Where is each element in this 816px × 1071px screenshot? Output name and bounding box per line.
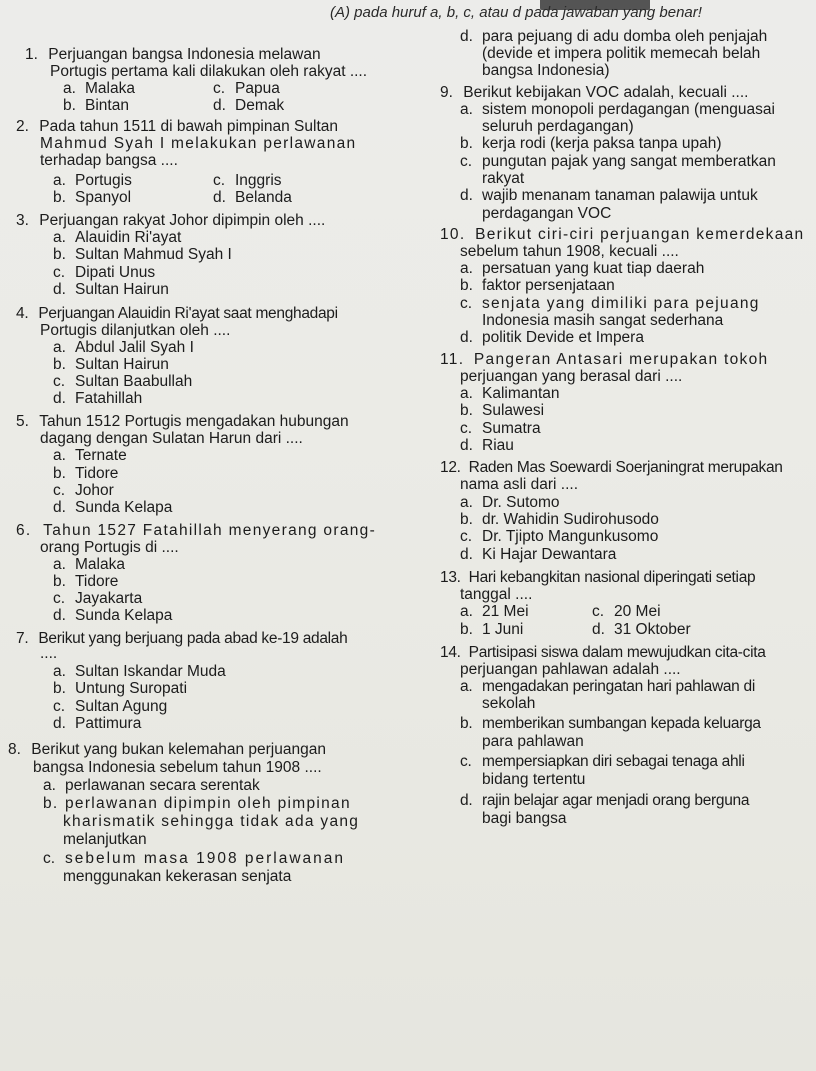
question-text: .... bbox=[40, 645, 58, 662]
question-text: Berikut ciri-ciri perjuangan kemerdekaan bbox=[475, 226, 805, 243]
option-key: c. bbox=[592, 603, 605, 620]
option-3a[interactable] bbox=[53, 229, 181, 246]
option-12a[interactable] bbox=[460, 494, 560, 511]
option-key: a. bbox=[43, 777, 56, 794]
option-key: d. bbox=[53, 281, 66, 298]
option-text: 20 Mei bbox=[614, 603, 661, 620]
question-12 bbox=[440, 459, 783, 476]
question-text bbox=[31, 741, 326, 758]
option-text: 31 Oktober bbox=[614, 621, 691, 638]
option-text: sekolah bbox=[482, 695, 536, 712]
option-key: a. bbox=[53, 339, 66, 356]
question-number: 12. bbox=[440, 459, 461, 476]
question-text: nama asli dari .... bbox=[460, 476, 579, 493]
question-text-content: Berikut yang bukan kelemahan perjuangan bbox=[31, 741, 326, 758]
option-3b[interactable] bbox=[53, 246, 232, 263]
option-key: b. bbox=[53, 246, 66, 263]
question-text: Portugis dilanjutkan oleh .... bbox=[40, 322, 231, 339]
option-text: Sultan Hairun bbox=[75, 356, 169, 373]
option-1b[interactable] bbox=[63, 97, 129, 114]
option-key: b. bbox=[53, 680, 66, 697]
option-8a[interactable] bbox=[43, 777, 260, 794]
question-text-content: Berikut kebijakan VOC adalah, kecuali .... bbox=[463, 84, 749, 101]
header-instruction: (A) pada huruf a, b, c, atau d pada jawaban yang benar! bbox=[330, 4, 702, 21]
option-4a[interactable] bbox=[53, 339, 194, 356]
option-text: Sumatra bbox=[482, 420, 541, 437]
option-5b[interactable] bbox=[53, 465, 118, 482]
option-text: Sultan Hairun bbox=[75, 281, 169, 298]
question-text: Perjuangan Alauidin Ri'ayat saat menghadapi bbox=[38, 305, 338, 322]
question-3 bbox=[16, 212, 325, 229]
option-key: d. bbox=[53, 499, 66, 516]
option-text: dr. Wahidin Sudirohusodo bbox=[482, 511, 659, 528]
option-14d[interactable] bbox=[460, 792, 749, 809]
option-text: Indonesia masih sangat sederhana bbox=[482, 312, 724, 329]
option-text: faktor persenjataan bbox=[482, 277, 615, 294]
question-text: sebelum tahun 1908, kecuali .... bbox=[460, 243, 679, 260]
question-text: Pangeran Antasari merupakan tokoh bbox=[473, 351, 769, 368]
option-text: perlawanan secara serentak bbox=[65, 777, 260, 794]
option-10b[interactable] bbox=[460, 277, 615, 294]
option-text: mempersiapkan diri sebagai tenaga ahli bbox=[482, 753, 745, 770]
option-2a[interactable] bbox=[53, 172, 132, 189]
option-key: c. bbox=[460, 420, 473, 437]
option-text: para pahlawan bbox=[482, 733, 584, 750]
option-text: Pattimura bbox=[75, 715, 142, 732]
option-11b[interactable] bbox=[460, 402, 544, 419]
worksheet-header bbox=[280, 0, 816, 30]
option-9b[interactable] bbox=[460, 135, 722, 152]
option-key: b. bbox=[460, 715, 473, 732]
question-text: Hari kebangkitan nasional diperingati setiap bbox=[468, 569, 756, 586]
question-6 bbox=[16, 522, 376, 539]
option-text: Inggris bbox=[235, 172, 282, 189]
option-text: persatuan yang kuat tiap daerah bbox=[482, 260, 705, 277]
option-2d[interactable] bbox=[213, 189, 292, 206]
option-key: a. bbox=[53, 229, 66, 246]
option-text: Johor bbox=[75, 482, 114, 499]
option-key: d. bbox=[53, 715, 66, 732]
option-key: b. bbox=[460, 277, 473, 294]
option-text: Bintan bbox=[85, 97, 129, 114]
question-text: Raden Mas Soewardi Soerjaningrat merupakan bbox=[468, 459, 783, 476]
question-text: perjuangan pahlawan adalah .... bbox=[460, 661, 681, 678]
option-9c[interactable] bbox=[460, 153, 776, 170]
option-9a[interactable] bbox=[460, 101, 775, 118]
option-key: b. bbox=[43, 795, 59, 812]
option-text: menggunakan kekerasan senjata bbox=[63, 868, 292, 885]
option-key: d. bbox=[460, 546, 473, 563]
option-key: c. bbox=[53, 482, 66, 499]
option-text: Dr. Tjipto Mangunkusomo bbox=[482, 528, 659, 545]
question-11 bbox=[440, 351, 768, 368]
option-key: c. bbox=[460, 753, 472, 770]
option-key: c. bbox=[213, 172, 226, 189]
option-8d[interactable] bbox=[460, 28, 767, 45]
option-text: bagi bangsa bbox=[482, 810, 567, 827]
option-key: c. bbox=[43, 850, 56, 867]
option-6d[interactable] bbox=[53, 607, 172, 624]
option-key: c. bbox=[53, 373, 66, 390]
option-2c[interactable] bbox=[213, 172, 282, 189]
option-text: Spanyol bbox=[75, 189, 132, 206]
question-number: 8. bbox=[8, 741, 21, 758]
option-key: c. bbox=[460, 295, 473, 312]
option-text: Sultan Iskandar Muda bbox=[75, 663, 226, 680]
question-text: Mahmud Syah I melakukan perlawanan bbox=[40, 135, 357, 152]
option-8b[interactable] bbox=[43, 795, 351, 812]
option-text: seluruh perdagangan) bbox=[482, 118, 634, 135]
option-key: b. bbox=[460, 621, 473, 638]
option-text: Papua bbox=[235, 80, 280, 97]
option-text: para pejuang di adu domba oleh penjajah bbox=[482, 28, 768, 45]
option-text: senjata yang dimiliki para pejuang bbox=[482, 295, 760, 312]
question-text bbox=[463, 84, 748, 101]
question-number: 9. bbox=[440, 84, 453, 101]
option-key: a. bbox=[460, 385, 473, 402]
question-number: 3. bbox=[16, 212, 29, 229]
option-text: Abdul Jalil Syah I bbox=[75, 339, 194, 356]
option-11d[interactable] bbox=[460, 437, 514, 454]
option-text: bidang tertentu bbox=[482, 771, 586, 788]
option-13a[interactable] bbox=[460, 603, 529, 620]
option-text: 1 Juni bbox=[482, 621, 524, 638]
option-key: c. bbox=[53, 698, 66, 715]
option-14a[interactable] bbox=[460, 678, 755, 695]
question-number: 14. bbox=[440, 644, 461, 661]
option-key: c. bbox=[460, 153, 473, 170]
option-text: Belanda bbox=[235, 189, 292, 206]
question-text: Perjuangan rakyat Johor dipimpin oleh .... bbox=[39, 212, 326, 229]
option-key: d. bbox=[460, 437, 473, 454]
option-text: Untung Suropati bbox=[75, 680, 188, 697]
option-key: a. bbox=[53, 172, 66, 189]
option-key: a. bbox=[53, 663, 66, 680]
option-12c[interactable] bbox=[460, 528, 658, 545]
option-text: Sunda Kelapa bbox=[75, 607, 173, 624]
option-text: perlawanan dipimpin oleh pimpinan bbox=[65, 795, 351, 812]
question-13 bbox=[440, 569, 755, 586]
question-text: Tahun 1527 Fatahillah menyerang orang- bbox=[43, 522, 377, 539]
option-key: a. bbox=[53, 447, 66, 464]
question-14 bbox=[440, 644, 766, 661]
option-key: d. bbox=[53, 390, 66, 407]
option-text: sistem monopoli perdagangan (menguasai bbox=[482, 101, 775, 118]
option-12d[interactable] bbox=[460, 546, 616, 563]
option-text: wajib menanam tanaman palawija untuk bbox=[482, 187, 758, 204]
option-key: b. bbox=[53, 573, 66, 590]
option-text: melanjutkan bbox=[63, 831, 147, 848]
question-number: 11. bbox=[440, 351, 465, 368]
option-3d[interactable] bbox=[53, 281, 169, 298]
option-11a[interactable] bbox=[460, 385, 560, 402]
option-text: Sultan Mahmud Syah I bbox=[75, 246, 232, 263]
option-key: b. bbox=[53, 189, 66, 206]
option-13c[interactable] bbox=[592, 603, 661, 620]
option-7b[interactable] bbox=[53, 680, 187, 697]
question-text: Tahun 1512 Portugis mengadakan hubungan bbox=[39, 413, 349, 430]
option-key: c. bbox=[460, 528, 473, 545]
option-text: Jayakarta bbox=[75, 590, 143, 607]
question-number: 6. bbox=[16, 522, 32, 539]
option-key: a. bbox=[460, 260, 473, 277]
option-key: c. bbox=[53, 590, 66, 607]
option-text: Dr. Sutomo bbox=[482, 494, 560, 511]
option-key: d. bbox=[53, 607, 66, 624]
option-text: sebelum masa 1908 perlawanan bbox=[65, 850, 346, 867]
option-text: Sulawesi bbox=[482, 402, 545, 419]
option-10c[interactable] bbox=[460, 295, 760, 312]
question-10 bbox=[440, 226, 804, 243]
question-text: bangsa Indonesia sebelum tahun 1908 .... bbox=[33, 759, 322, 776]
question-text: terhadap bangsa .... bbox=[40, 152, 178, 169]
option-9d[interactable] bbox=[460, 187, 758, 204]
option-text: memberikan sumbangan kepada keluarga bbox=[482, 715, 761, 732]
option-4b[interactable] bbox=[53, 356, 169, 373]
option-key: b. bbox=[460, 511, 473, 528]
question-number: 5. bbox=[16, 413, 29, 430]
option-10d[interactable] bbox=[460, 329, 644, 346]
option-3c[interactable] bbox=[53, 264, 155, 281]
option-text: mengadakan peringatan hari pahlawan di bbox=[482, 678, 755, 695]
option-text: kerja rodi (kerja paksa tanpa upah) bbox=[482, 135, 722, 152]
option-text: Fatahillah bbox=[75, 390, 143, 407]
option-2b[interactable] bbox=[53, 189, 131, 206]
option-key: a. bbox=[460, 678, 473, 695]
option-11c[interactable] bbox=[460, 420, 541, 437]
option-text: Ternate bbox=[75, 447, 127, 464]
option-text: rakyat bbox=[482, 170, 525, 187]
option-key: a. bbox=[53, 556, 66, 573]
option-text: Portugis bbox=[75, 172, 132, 189]
option-text: Tidore bbox=[75, 465, 119, 482]
question-text: orang Portugis di .... bbox=[40, 539, 179, 556]
option-14b[interactable] bbox=[460, 715, 761, 732]
question-text: Pada tahun 1511 di bawah pimpinan Sultan bbox=[39, 118, 338, 135]
question-text: dagang dengan Sulatan Harun dari .... bbox=[40, 430, 303, 447]
option-key: d. bbox=[460, 28, 473, 45]
question-text: perjuangan yang berasal dari .... bbox=[460, 368, 683, 385]
question-number: 7. bbox=[16, 630, 29, 647]
option-7c[interactable] bbox=[53, 698, 167, 715]
option-5c[interactable] bbox=[53, 482, 114, 499]
option-4c[interactable] bbox=[53, 373, 192, 390]
question-number: 13. bbox=[440, 569, 461, 586]
option-text: bangsa Indonesia) bbox=[482, 62, 610, 79]
question-5 bbox=[16, 413, 349, 430]
option-text: Malaka bbox=[85, 80, 135, 97]
option-text: Kalimantan bbox=[482, 385, 560, 402]
option-1a[interactable] bbox=[63, 80, 135, 97]
option-key: b. bbox=[53, 465, 66, 482]
option-key: d. bbox=[460, 329, 473, 346]
option-text: perdagangan VOC bbox=[482, 205, 612, 222]
option-key: d. bbox=[213, 189, 226, 206]
question-7 bbox=[16, 630, 347, 647]
option-text: (devide et impera politik memecah belah bbox=[482, 45, 761, 62]
option-5d[interactable] bbox=[53, 499, 172, 516]
option-key: a. bbox=[460, 603, 473, 620]
question-number: 1. bbox=[25, 46, 38, 63]
option-key: b. bbox=[460, 135, 473, 152]
option-text: rajin belajar agar menjadi orang berguna bbox=[482, 792, 750, 809]
option-6b[interactable] bbox=[53, 573, 118, 590]
option-text: Dipati Unus bbox=[75, 264, 156, 281]
question-1 bbox=[25, 46, 321, 63]
option-key: b. bbox=[53, 356, 66, 373]
question-number: 4. bbox=[16, 305, 29, 322]
option-text: pungutan pajak yang sangat memberatkan bbox=[482, 153, 776, 170]
option-13b[interactable] bbox=[460, 621, 523, 638]
option-10a[interactable] bbox=[460, 260, 704, 277]
option-5a[interactable] bbox=[53, 447, 127, 464]
option-text: 21 Mei bbox=[482, 603, 529, 620]
option-key: d. bbox=[460, 792, 473, 809]
option-text: Sunda Kelapa bbox=[75, 499, 173, 516]
option-text: Sultan Agung bbox=[75, 698, 168, 715]
option-text: Riau bbox=[482, 437, 514, 454]
option-text: Alauidin Ri'ayat bbox=[75, 229, 182, 246]
question-4 bbox=[16, 305, 338, 322]
option-key: c. bbox=[213, 80, 226, 97]
option-7a[interactable] bbox=[53, 663, 226, 680]
option-text: Demak bbox=[235, 97, 285, 114]
question-number: 10. bbox=[440, 226, 466, 243]
option-14c[interactable] bbox=[460, 753, 745, 770]
option-key: d. bbox=[213, 97, 226, 114]
option-text: Sultan Baabullah bbox=[75, 373, 193, 390]
option-text: Malaka bbox=[75, 556, 125, 573]
question-text: Portugis pertama kali dilakukan oleh rakyat .... bbox=[50, 63, 368, 80]
question-text: Berikut yang berjuang pada abad ke-19 adalah bbox=[38, 630, 348, 647]
question-number: 2. bbox=[16, 118, 29, 135]
question-text: Perjuangan bangsa Indonesia melawan bbox=[48, 46, 321, 63]
question-9 bbox=[440, 84, 748, 101]
option-6a[interactable] bbox=[53, 556, 125, 573]
option-text: Tidore bbox=[75, 573, 119, 590]
option-key: a. bbox=[460, 101, 473, 118]
option-1d[interactable] bbox=[213, 97, 284, 114]
option-key: a. bbox=[63, 80, 76, 97]
option-key: a. bbox=[460, 494, 473, 511]
question-text: Partisipasi siswa dalam mewujudkan cita-cita bbox=[468, 644, 766, 661]
question-text: tanggal .... bbox=[460, 586, 533, 603]
option-4d[interactable] bbox=[53, 390, 142, 407]
option-key: d. bbox=[460, 187, 473, 204]
option-1c[interactable] bbox=[213, 80, 280, 97]
question-2 bbox=[16, 118, 338, 135]
option-7d[interactable] bbox=[53, 715, 141, 732]
option-text: kharismatik sehingga tidak ada yang bbox=[63, 813, 360, 830]
option-key: b. bbox=[460, 402, 473, 419]
option-6c[interactable] bbox=[53, 590, 142, 607]
question-8 bbox=[8, 741, 326, 758]
option-key: d. bbox=[592, 621, 605, 638]
option-key: b. bbox=[63, 97, 76, 114]
option-text: Ki Hajar Dewantara bbox=[482, 546, 617, 563]
option-12b[interactable] bbox=[460, 511, 659, 528]
option-key: c. bbox=[53, 264, 66, 281]
option-8c[interactable] bbox=[43, 850, 345, 867]
option-13d[interactable] bbox=[592, 621, 691, 638]
option-text: politik Devide et Impera bbox=[482, 329, 644, 346]
